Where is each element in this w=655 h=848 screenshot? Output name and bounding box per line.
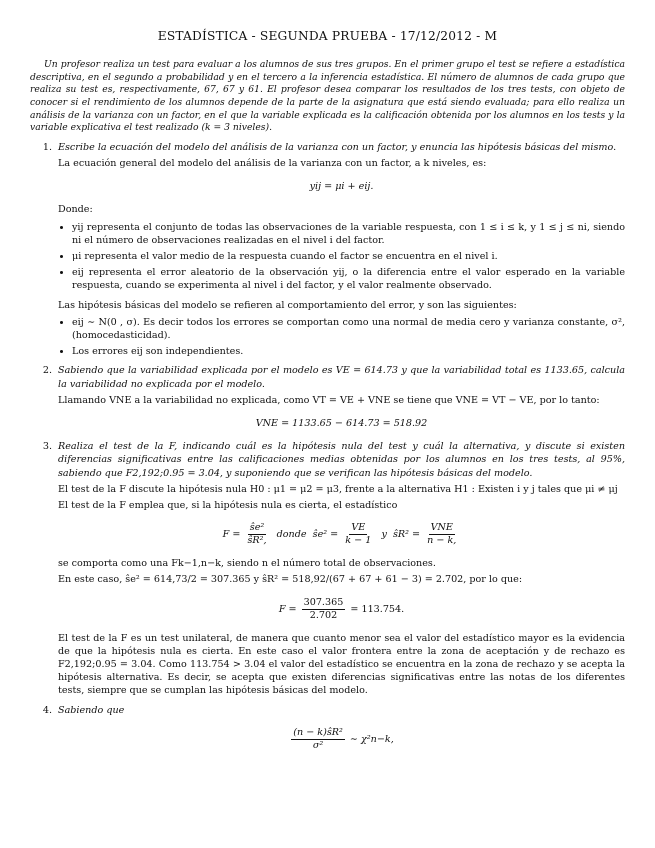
- numerator: 307.365: [303, 596, 344, 608]
- denominator: ŝR²,: [247, 535, 267, 547]
- denominator: 2.702: [309, 609, 338, 621]
- problem-statement: Un profesor realiza un test para evaluar a los alumnos de sus tres grupos. En el primer grupo el test se refiere a estadística descriptiva, en el segundo a probabilidad y en el tercero a la inferencia estadística. El número de alumnos de cada grupo que realiza su test es, respectivamente, 67, 67 y 61. El profesor desea comparar los resultados de los tres tests, con objeto de conocer si el rendimiento de los alumnos depende de la parte de la asignatura que está siendo evaluada; para ello realiza un análisis de la varianza con un factor, en el que la variable explicada es la calificación obtenida por los alumnos en los tests y la variable explicativa el test realizado (k = 3 niveles).: [30, 59, 625, 134]
- question-number: 2.: [42, 365, 52, 377]
- numerator: VNE: [430, 522, 453, 534]
- fraction: [245, 522, 268, 547]
- f-value-equation: [58, 597, 625, 622]
- question-2: [30, 364, 625, 430]
- question-text: Sabiendo que la variabilidad explicada por el modelo es VE = 614.73 y que la variabilidad total es 1133.65, calcula la variabilidad no explicada por el modelo.: [58, 365, 625, 390]
- list-item: • Los errores eij son independientes.: [72, 345, 625, 358]
- equation-part: y: [381, 529, 387, 541]
- equation-part: ŝR² =: [392, 529, 421, 541]
- equation-part: ∼ χ²n−k,: [349, 733, 394, 745]
- equation-part: ŝe² =: [312, 529, 339, 541]
- equation-part: = 113.754.: [350, 603, 405, 615]
- answer-paragraph: Llamando VNE a la variabilidad no explicada, como VT = VE + VNE se tiene que VNE = VT − VE, por lo tanto:: [58, 394, 600, 406]
- list-item: • μi representa el valor medio de la respuesta cuando el factor se encuentra en el nivel i.: [72, 250, 625, 263]
- fraction: [291, 727, 345, 752]
- numerator: VE: [351, 522, 366, 534]
- question-4: [30, 704, 625, 752]
- question-1: [30, 141, 625, 359]
- equation-part: F =: [278, 603, 297, 615]
- equation-part: F =: [222, 529, 241, 541]
- answer-paragraph: La ecuación general del modelo del análisis de la varianza con un factor, a k niveles, es:: [58, 157, 487, 169]
- question-text: Realiza el test de la F, indicando cuál es la hipótesis nula del test y cuál la alternativa, y discute si existen diferencias significativas entre las calificaciones medias obtenidas por los alumnos en los tres tests, al 95%, sabiendo que F2,192;0.95 = 3.04, y suponiendo que se verifican las hipótesis básicas del modelo.: [58, 441, 625, 479]
- question-text: Sabiendo que: [58, 704, 125, 716]
- answer-paragraph: El test de la F discute la hipótesis nula H0 : μ1 = μ2 = μ3, frente a la alternativa H1 : Existen i y j tales que μi ≠ μj: [58, 483, 618, 495]
- f-statistic-equation: [58, 522, 625, 547]
- denominator: k − 1: [345, 535, 372, 547]
- answer-paragraph: se comporta como una Fk−1,n−k, siendo n el número total de observaciones.: [58, 558, 436, 570]
- fraction: [302, 597, 346, 622]
- question-number: 4.: [42, 704, 52, 716]
- answer-paragraph: En este caso, ŝe² = 614,73/2 = 307.365 y ŝR² = 518,92/(67 + 67 + 61 − 3) = 2.702, por lo que:: [58, 574, 523, 586]
- question-3: [30, 440, 625, 697]
- list-item: • eij ∼ N(0 , σ). Es decir todos los errores se comportan como una normal de media cero y varianza constante, σ², (homocedasticidad).: [72, 316, 625, 342]
- answer-paragraph: El test de la F es un test unilateral, de manera que cuanto menor sea el valor del estadístico mayor es la evidencia de que la hipótesis nula es cierta. En este caso el valor frontera entre la zona de aceptación y de rechazo es F2,192;0.95 = 3.04. Como 113.754 > 3.04 el valor del estadístico se encuentra en la zona de rechazo y se acepta la hipótesis alternativa. Es decir, se acepta que existen diferencias significativas entre las notas de los diferentes tests, siempre que se cumplan las hipótesis básicas del modelo.: [58, 632, 625, 697]
- fraction: [425, 522, 458, 547]
- answer-paragraph: Donde:: [58, 204, 93, 216]
- page-title: ESTADÍSTICA - SEGUNDA PRUEBA - 17/12/2012 - M: [157, 29, 498, 43]
- model-equation: yij = μi + eij.: [309, 181, 374, 193]
- numerator: ŝe²: [249, 522, 265, 534]
- question-number: 3.: [42, 441, 52, 453]
- list-item: • yij representa el conjunto de todas las observaciones de la variable respuesta, con 1 ≤ i ≤ k, y 1 ≤ j ≤ ni, siendo ni el número de observaciones realizadas en el nivel i del factor.: [72, 221, 625, 247]
- denominator: n − k,: [427, 535, 457, 547]
- fraction: [343, 522, 373, 547]
- vne-equation: VNE = 1133.65 − 614.73 = 518.92: [255, 418, 428, 430]
- chi-square-equation: [58, 727, 625, 752]
- question-text: Escribe la ecuación del modelo del análisis de la varianza con un factor, y enuncia las hipótesis básicas del mismo.: [58, 141, 617, 153]
- answer-paragraph: El test de la F emplea que, si la hipótesis nula es cierta, el estadístico: [58, 500, 398, 512]
- answer-paragraph: Las hipótesis básicas del modelo se refieren al comportamiento del error, y son las siguientes:: [58, 299, 517, 311]
- list-item: • eij representa el error aleatorio de la observación yij, o la diferencia entre el valor esperado en la variable respuesta, cuando se experimenta al nivel i del factor, y el valor realmente observado.: [72, 266, 625, 292]
- denominator: σ²: [312, 739, 324, 751]
- hypotheses-list: [58, 316, 625, 359]
- question-number: 1.: [42, 141, 52, 153]
- equation-part: donde: [276, 529, 307, 541]
- numerator: (n − k)ŝR²: [293, 726, 343, 738]
- definitions-list: [58, 221, 625, 293]
